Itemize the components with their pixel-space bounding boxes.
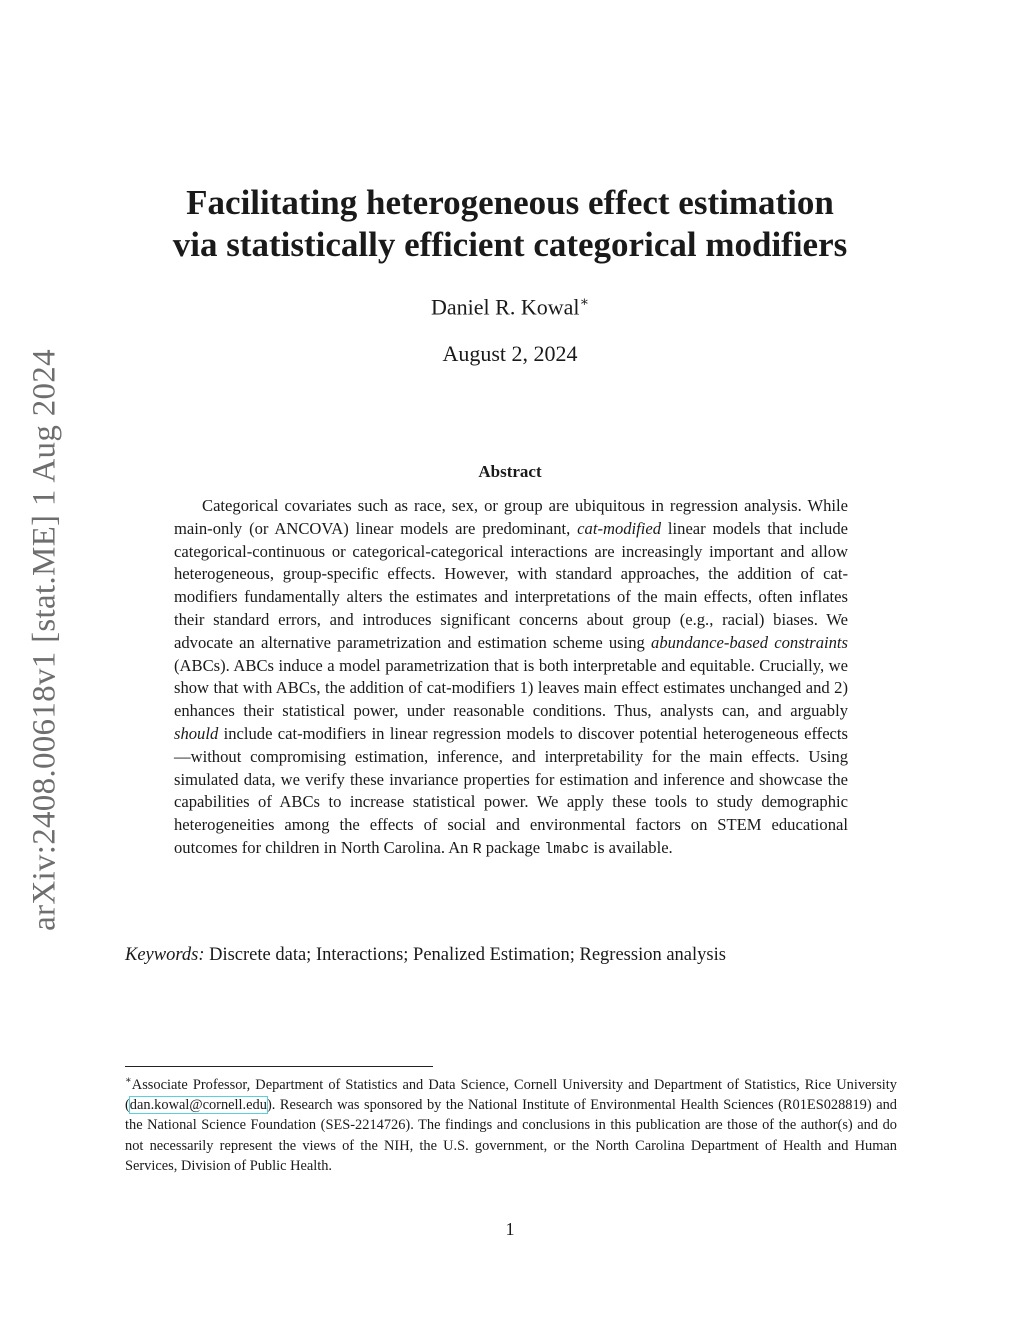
abstract-text-6: is available. <box>589 837 673 857</box>
abstract-emph-abc: abundance-based constraints <box>651 632 848 652</box>
abstract-text-3: (ABCs). ABCs induce a model parametrization that is both interpretable and equitable. Crucially, we show that with ABCs, the addition of cat-modifiers 1) leaves main effect estimates unchanged and 2) enhances their statistical power, under reasonable conditions. Thus, analysts can, and arguably <box>174 655 848 721</box>
author <box>100 294 920 320</box>
keywords-label: Keywords: <box>125 945 205 965</box>
abstract-r-language: R <box>472 840 482 858</box>
abstract-text-1: Categorical covariates such as race, sex, or group are ubiquitous in regression analysis. While main-only (or ANCOVA) linear models are predominant, <box>174 496 848 538</box>
abstract-body <box>174 495 848 862</box>
keywords <box>125 945 905 966</box>
title-line-1: Facilitating heterogeneous effect estimation <box>186 183 834 222</box>
page-number: 1 <box>505 1219 515 1239</box>
abstract-emph-cat-modified: cat-modified <box>577 518 662 538</box>
author-footnote-mark: ∗ <box>579 295 589 310</box>
abstract-package-name: lmabc <box>544 840 590 858</box>
footnote-text-1: Associate Professor, Department of Statistics and Data Science, Cornell University and Department of Statistics, Rice University ( <box>125 1076 897 1114</box>
abstract-text-5: package <box>481 837 545 857</box>
author-email-link[interactable]: dan.kowal@cornell.edu <box>129 1097 267 1114</box>
abstract-heading: Abstract <box>478 462 542 481</box>
arxiv-identifier: arXiv:2408.00618v1 [stat.ME] 1 Aug 2024 <box>26 349 63 931</box>
publication-date: August 2, 2024 <box>442 341 578 366</box>
abstract-text-2: linear models that include categorical-continuous or categorical-categorical interactions are increasingly important and allow heterogeneous, group-specific effects. However, with standard approaches, the addition of cat-modifiers fundamentally alters the estimates and interpretations of the main effects, often inflates their standard errors, and introduces significant concerns about group (e.g., racial) biases. We advocate an alternative parametrization and estimation scheme using <box>174 518 849 652</box>
abstract-emph-should: should <box>174 723 219 743</box>
footnote-mark: ∗ <box>125 1075 132 1086</box>
author-name: Daniel R. Kowal <box>431 294 580 320</box>
footnote <box>125 1071 897 1176</box>
arxiv-sidebar <box>20 330 70 950</box>
footnote-divider <box>125 1066 433 1067</box>
title-line-2: via statistically efficient categorical modifiers <box>172 225 848 264</box>
footnote-text-2: ). Research was sponsored by the National Institute of Environmental Health Sciences (R01ES028819) and the National Science Foundation (SES-2214726). The findings and conclusions in this publication are those of the author(s) and do not necessarily represent the views of the NIH, the U.S. government, or the North Carolina Department of Health and Human Services, Division of Public Health. <box>125 1097 897 1174</box>
keywords-text: Discrete data; Interactions; Penalized Estimation; Regression analysis <box>204 945 726 965</box>
abstract-text-4: include cat-modifiers in linear regression models to discover potential heterogeneous effects—without compromising estimation, inference, and interpretability for the main effects. Using simulated data, we verify these invariance properties for estimation and inference and showcase the capabilities of ABCs to increase statistical power. We apply these tools to study demographic heterogeneities among the effects of social and environmental factors on STEM educational outcomes for children in North Carolina. An <box>174 723 848 857</box>
paper-title <box>100 182 920 266</box>
